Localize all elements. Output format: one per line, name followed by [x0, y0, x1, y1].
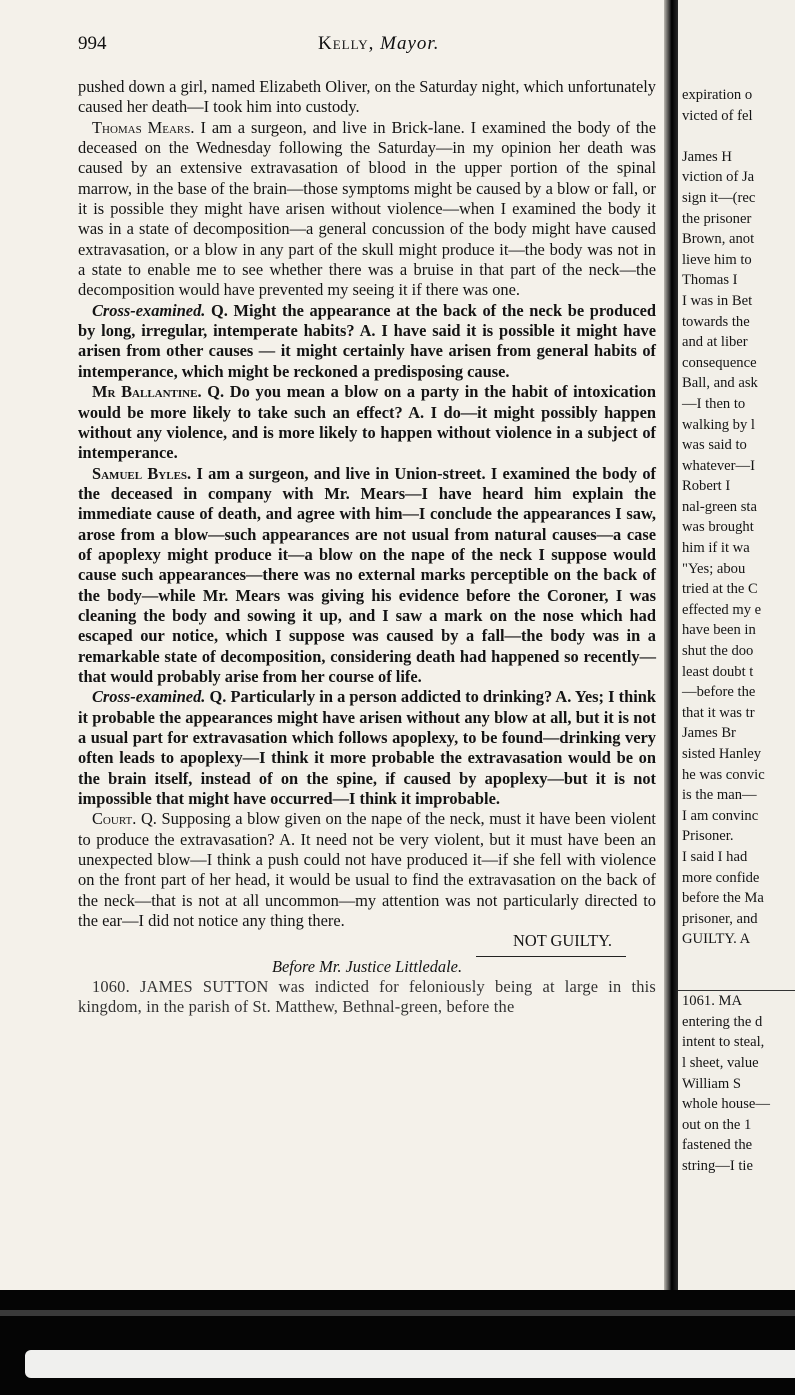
right-page-line: tried at the C	[682, 581, 758, 598]
right-page-line: was said to	[682, 437, 747, 454]
testimony-text: I am a surgeon, and live in Union-street. I examined the body of the deceased in company with Mr. Mears—I have heard him explain the immediate cause of death, and agree with him—I conclude the appearances I saw, arose from a blow—such appearances are not usual from natural causes—a case of apoplexy might produce it—a blow on the nape of the neck I suppose would cause such appearances—there was no external marks perceptible on the back of the body—while Mr. Mears was giving his evidence before the Coroner, I was cleaning the body and sowing it up, and I saw a mark on the nose which had escaped our notice, which I suppose was caused by a fall—the body was in a remarkable state of decomposition, considering death had happened so recently—that would probably arise from her course of life.	[78, 463, 656, 686]
running-head-title: Mayor.	[380, 33, 440, 54]
right-page-line: towards the	[682, 313, 750, 330]
testimony-text: I am a surgeon, and live in Brick-lane. I examined the body of the deceased on the Wednesday following the Saturday—in my opinion her death was caused by an extensive extravasation of blood in the upper portion of the spinal marrow, in the base of the brain—those symptoms might be caused by a blow or fall, or it is possible they might have arisen without violence—when I examined the body it was in a state of decomposition—a general concussion of the body might have caused extravasation, or a blow in any part of the skull might produce it—the body was not in a state to enable me to see whether there was a bruise in that part of the neck—the decomposition would have prevented my seeing it if there was one.	[78, 117, 657, 300]
right-page-text	[682, 85, 795, 1176]
right-page-line: him if it wa	[682, 540, 750, 557]
cross-examination-2	[78, 687, 656, 809]
right-page-line: l sheet, value	[682, 1054, 759, 1071]
right-page-line: I was in Bet	[682, 292, 753, 309]
right-page-line: "Yes; abou	[682, 560, 746, 577]
right-page-line: lieve him to	[682, 251, 752, 268]
right-page	[678, 0, 795, 1300]
right-page-line: —I then to	[682, 395, 746, 412]
body-text	[78, 77, 656, 1018]
right-page-line: GUILTY. A	[682, 931, 751, 948]
right-page-line: victed of fel	[682, 107, 753, 124]
ballantine-question	[78, 382, 656, 463]
right-page-line: Prisoner.	[682, 828, 734, 845]
right-page-line: walking by l	[682, 416, 755, 433]
testimony-text: Q. Do you mean a blow on a party in the habit of intoxication would be more likely to take such an effect? A. I do—it might possibly happen without any violence, and is more likely to happen without violence in a subject of intemperance.	[78, 382, 656, 463]
running-head	[318, 33, 439, 55]
right-page-line: nal-green sta	[682, 498, 757, 515]
testimony-text: Q. Particularly in a person addicted to drinking? A. Yes; I think it probable the appearances might have arisen without any blow at all, but it is not a usual part for extravasation which follows apoplexy, to be found—drinking very often leads to apoplexy—I think it more probable the extravasation would be on the brain itself, instead of on the spine, if caused by apoplexy—but it is not impossible that might have occurred—I think it improbable.	[78, 687, 656, 809]
right-page-line: string—I tie	[682, 1157, 753, 1174]
right-page-line: expiration o	[682, 87, 753, 103]
right-page-rule	[678, 990, 795, 991]
page-number: 994	[78, 33, 107, 54]
scan-edge	[0, 1290, 795, 1395]
running-head-name: Kelly,	[318, 33, 375, 54]
right-page-line: I said I had	[682, 848, 748, 865]
before-judge: Before Mr. Justice Littledale.	[271, 956, 463, 976]
right-page-line: 1061. MA	[682, 993, 742, 1010]
right-page-line: have been in	[682, 622, 756, 639]
cross-examined-label: Cross-examined.	[92, 300, 206, 320]
right-page-line: sign it—(rec	[682, 189, 756, 206]
page-edge	[25, 1350, 795, 1378]
right-page-line: viction of Ja	[682, 169, 755, 186]
byles-testimony	[78, 464, 656, 688]
right-page-line: whole house—	[682, 1096, 770, 1113]
right-page-line: least doubt t	[682, 663, 754, 680]
right-page-line: that it was tr	[682, 704, 755, 721]
opening-paragraph: pushed down a girl, named Elizabeth Oliver, on the Saturday night, which unfortunately caused her death—I took him into custody.	[78, 77, 656, 117]
right-page-line: the prisoner	[682, 210, 752, 227]
mears-testimony	[78, 118, 656, 301]
court-label: Court.	[92, 809, 137, 829]
right-page-line: James H	[682, 148, 732, 165]
right-page-line: intent to steal,	[682, 1034, 765, 1051]
witness-name: Thomas Mears.	[92, 117, 195, 137]
right-page-line: entering the d	[682, 1013, 763, 1030]
page-edge-shadow	[0, 1310, 795, 1316]
right-page-line: shut the doo	[682, 643, 754, 660]
right-page-line: I am convinc	[682, 807, 759, 824]
right-page-line	[682, 126, 795, 147]
right-page-line: Brown, anot	[682, 231, 755, 248]
witness-name: Samuel Byles.	[92, 463, 192, 483]
right-page-line: was brought	[682, 519, 754, 536]
right-page-line	[682, 950, 795, 971]
case-1060-opening: 1060. JAMES SUTTON was indicted for feloniously being at large in this kingdom, in the parish of St. Matthew, Bethnal-green, before the	[78, 977, 656, 1017]
right-page-line: whatever—I	[682, 457, 755, 474]
right-page-line	[682, 971, 795, 992]
right-page-line: he was convic	[682, 766, 765, 783]
right-page-line: fastened the	[682, 1137, 753, 1154]
book-gutter	[664, 0, 678, 1300]
cross-examination-1	[78, 301, 656, 382]
right-page-line: Thomas I	[682, 272, 738, 289]
right-page-line: William S	[682, 1075, 742, 1092]
right-page-line: before the Ma	[682, 890, 764, 907]
right-page-line: —before the	[682, 684, 756, 701]
testimony-text: Q. Might the appearance at the back of the neck be produced by long, irregular, intemperate habits? A. I have said it is possible it might have arisen from other causes — it might certainly have arisen from general habits of intemperance, which might be reckoned a predisposing cause.	[78, 300, 656, 381]
court-question	[78, 809, 656, 931]
right-page-line: consequence	[682, 354, 757, 371]
right-page-line: out on the 1	[682, 1116, 752, 1133]
right-page-line: sisted Hanley	[682, 746, 762, 762]
right-page-line: and at liber	[682, 334, 748, 351]
testimony-text: Q. Supposing a blow given on the nape of the neck, must it have been violent to produce the extravasation? A. It need not be very violent, but it must have been an unexpected blow—I think a push could not have produced it—if she fell with violence on the front part of her head, it would be usual to find the extravasation on the back of the neck—that is not at all uncommon—my attention was not particularly directed to the ear—I did not notice any thing there.	[78, 809, 656, 931]
right-page-line: James Br	[682, 725, 736, 742]
right-page-line: prisoner, and	[682, 910, 758, 927]
verdict: NOT GUILTY.	[513, 931, 612, 951]
right-page-line: Robert I	[682, 478, 731, 495]
cross-examined-label: Cross-examined.	[92, 687, 206, 707]
counsel-name: Mr Ballantine.	[92, 382, 202, 402]
right-page-line: effected my e	[682, 601, 762, 618]
right-page-line: Ball, and ask	[682, 375, 758, 392]
right-page-line: is the man—	[682, 787, 757, 804]
right-page-line: more confide	[682, 869, 760, 886]
